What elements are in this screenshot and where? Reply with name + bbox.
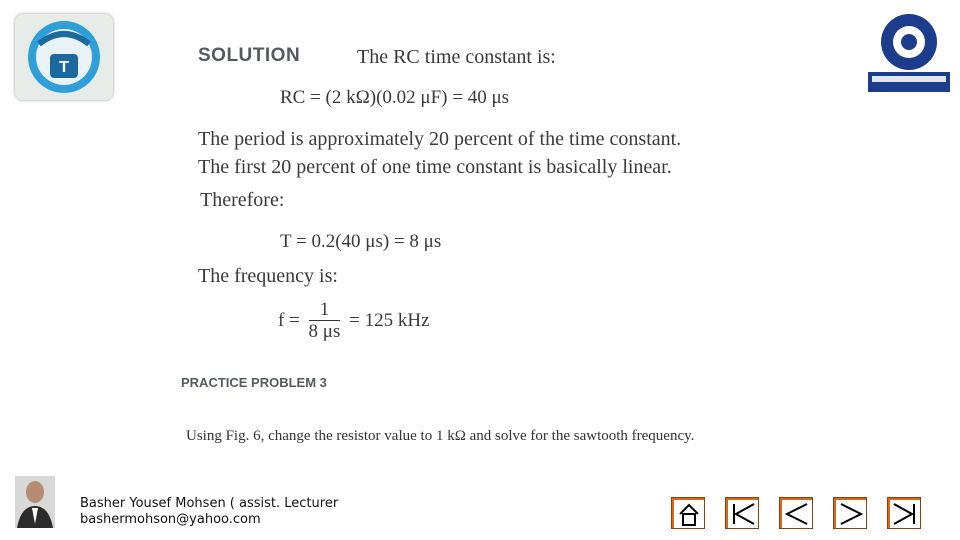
frequency-lhs: f = xyxy=(278,309,300,331)
period-text-line1: The period is approximately 20 percent of the time constant. xyxy=(198,128,682,150)
frequency-intro-text: The frequency is: xyxy=(198,265,338,287)
svg-text:T: T xyxy=(59,59,69,76)
last-slide-button[interactable] xyxy=(887,497,921,529)
next-slide-button[interactable] xyxy=(833,497,867,529)
frequency-equation xyxy=(278,300,430,343)
first-slide-button[interactable] xyxy=(725,497,759,529)
fraction-denominator: 8 μs xyxy=(308,321,341,342)
author-info xyxy=(80,496,338,528)
practice-problem-text: Using Fig. 6, change the resistor value to 1 kΩ and solve for the sawtooth frequency. xyxy=(186,428,695,444)
period-equation: T = 0.2(40 μs) = 8 μs xyxy=(280,231,442,252)
author-name: Basher Yousef Mohsen ( assist. Lecturer xyxy=(80,496,339,511)
frequency-rhs: = 125 kHz xyxy=(349,309,430,331)
first-slide-icon xyxy=(726,498,760,530)
college-logo xyxy=(866,8,952,94)
home-icon xyxy=(672,498,706,530)
rc-intro-text: The RC time constant is: xyxy=(357,46,556,68)
fraction-numerator: 1 xyxy=(309,300,341,321)
therefore-text: Therefore: xyxy=(200,189,285,211)
rc-equation: RC = (2 kΩ)(0.02 μF) = 40 μs xyxy=(280,87,510,108)
last-slide-icon xyxy=(888,498,922,530)
author-email: bashermohson@yahoo.com xyxy=(80,512,261,527)
next-icon xyxy=(834,498,868,530)
university-logo xyxy=(15,14,113,100)
period-text-line2: The first 20 percent of one time constant is basically linear. xyxy=(198,156,672,178)
author-photo xyxy=(15,476,55,528)
previous-icon xyxy=(780,498,814,530)
frequency-fraction xyxy=(309,300,341,343)
home-button[interactable] xyxy=(671,497,705,529)
solution-heading: SOLUTION xyxy=(198,45,301,66)
previous-slide-button[interactable] xyxy=(779,497,813,529)
practice-problem-heading: PRACTICE PROBLEM 3 xyxy=(181,375,327,390)
